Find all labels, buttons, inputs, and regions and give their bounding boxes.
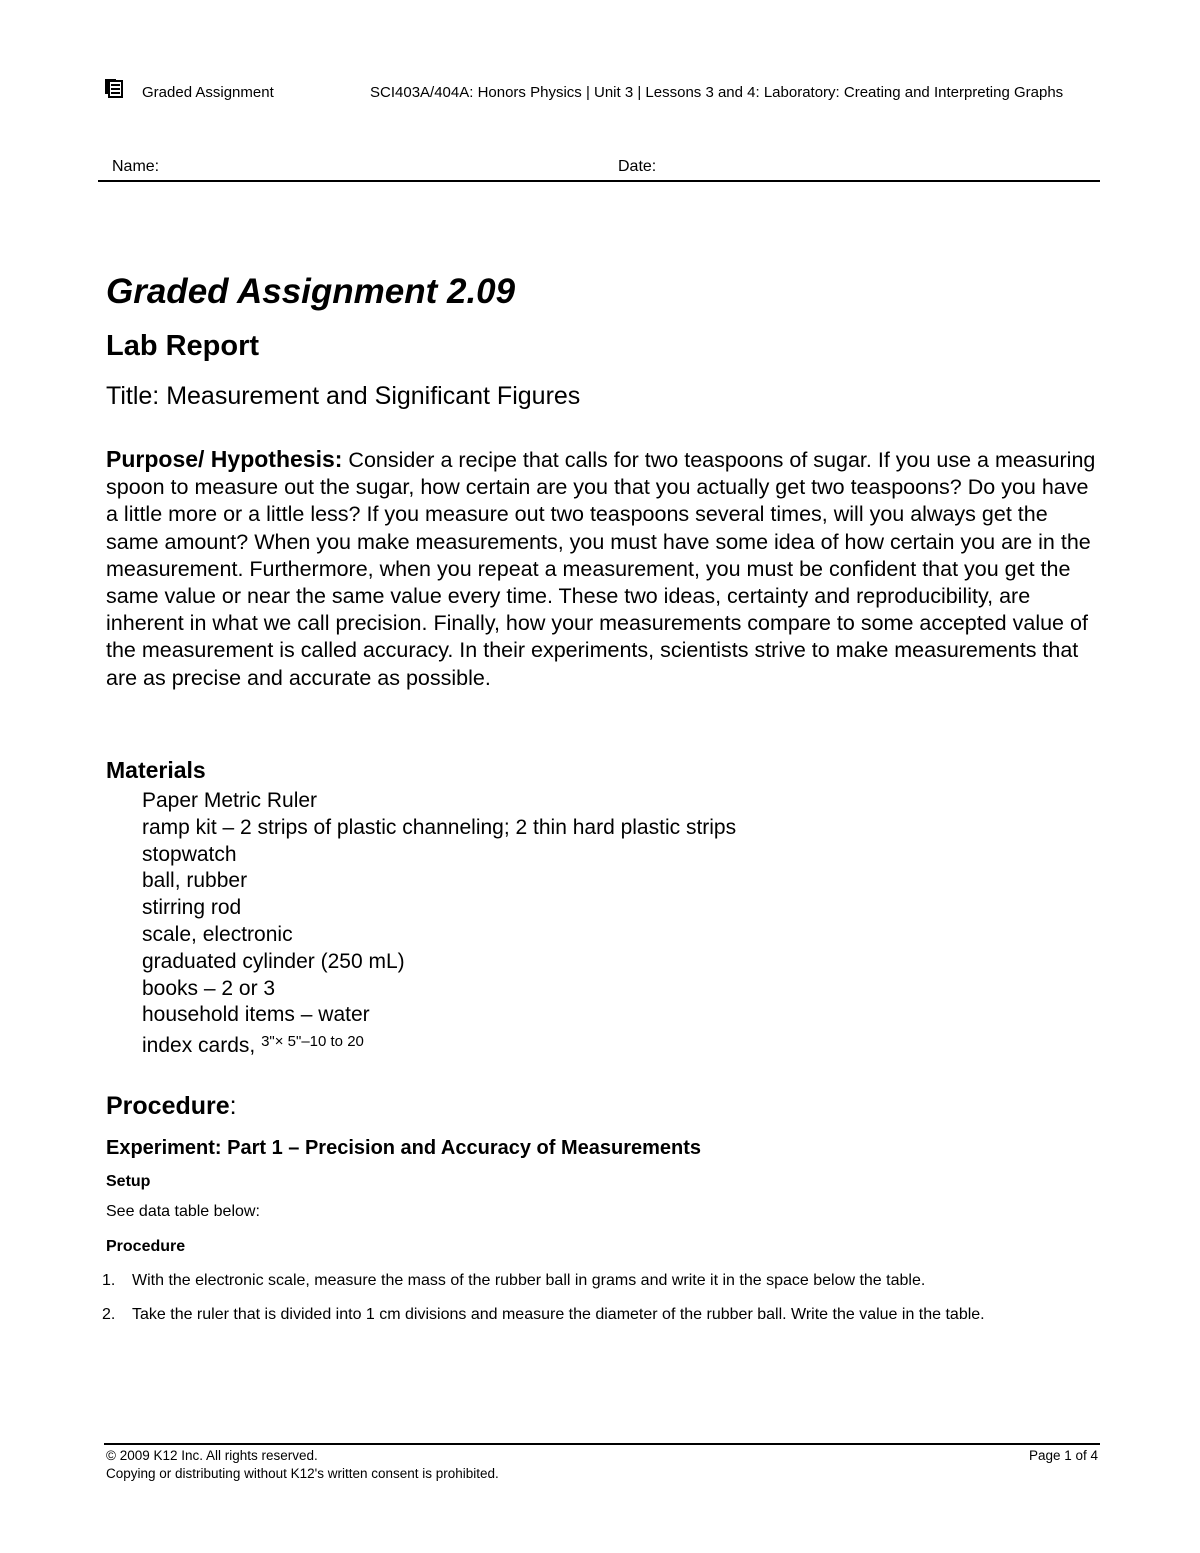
purpose-label: Purpose/ Hypothesis bbox=[106, 446, 335, 472]
name-date-row bbox=[98, 156, 1100, 182]
setup-text: See data table below: bbox=[106, 1203, 260, 1220]
list-item bbox=[102, 1264, 1098, 1298]
list-item bbox=[102, 1298, 1098, 1332]
copy-notice: Copying or distributing without K12's written consent is prohibited. bbox=[106, 1466, 499, 1481]
list-item: stopwatch bbox=[142, 842, 237, 866]
name-label: Name: bbox=[112, 158, 160, 175]
purpose-text: Consider a recipe that calls for two teaspoons of sugar. If you use a measuring spoon to measure out the sugar, how certain are you that you actually get two teaspoons? Do you have a little more or a little less? If you measure out two teaspoons several times, will you always get the same amount? When you make measurements, you must have some idea of how certain you are in the measurement. Furthermore, when you repeat a measurement, you must be confident that you get the same value or near the same value every time. These two ideas, certainty and reproducibility, are inherent in what we call precision. Finally, how your measurements compare to some accepted value of the measurement is called accuracy. In their experiments, scientists strive to make measurements that are as precise and accurate as possible. bbox=[106, 448, 1096, 690]
assignment-title: Graded Assignment 2.09 bbox=[106, 272, 516, 311]
header-course-info: SCI403A/404A: Honors Physics | Unit 3 | Lessons 3 and 4: Laboratory: Creating and Interpreting Graphs bbox=[370, 84, 1064, 101]
report-title: Title: Measurement and Significant Figures bbox=[106, 382, 581, 410]
list-item: household items – water bbox=[142, 1003, 370, 1027]
copyright-text: © 2009 K12 Inc. All rights reserved. bbox=[106, 1448, 318, 1463]
footer-divider bbox=[104, 1443, 1100, 1445]
document-icon bbox=[104, 76, 124, 98]
list-item: graduated cylinder (250 mL) bbox=[142, 949, 405, 973]
page-footer bbox=[106, 1447, 1098, 1483]
procedure-heading-colon: : bbox=[229, 1092, 237, 1120]
index-cards-text: index cards, bbox=[142, 1034, 262, 1058]
step-text: With the electronic scale, measure the mass of the rubber ball in grams and write it in the space below the table. bbox=[132, 1272, 926, 1289]
list-item: Paper Metric Ruler bbox=[142, 789, 318, 812]
list-item: ball, rubber bbox=[142, 869, 248, 893]
list-item: books – 2 or 3 bbox=[142, 976, 276, 1000]
procedure-steps bbox=[102, 1264, 1098, 1332]
experiment-heading: Experiment: Part 1 – Precision and Accuracy of Measurements bbox=[106, 1137, 702, 1159]
purpose-paragraph bbox=[106, 446, 1096, 692]
step-number: 1. bbox=[102, 1272, 116, 1289]
setup-heading: Setup bbox=[106, 1173, 151, 1190]
date-label: Date: bbox=[618, 158, 657, 175]
list-item-index-cards bbox=[142, 1029, 736, 1060]
list-item: ramp kit – 2 strips of plastic channeling; 2 thin hard plastic strips bbox=[142, 815, 737, 839]
step-number: 2. bbox=[102, 1306, 116, 1323]
step-text: Take the ruler that is divided into 1 cm divisions and measure the diameter of the rubber ball. Write the value in the table. bbox=[132, 1306, 985, 1323]
procedure-heading bbox=[106, 1092, 237, 1121]
index-cards-size: 3"× 5"–10 to 20 bbox=[261, 1033, 364, 1051]
materials-heading: Materials bbox=[106, 757, 206, 783]
list-item: stirring rod bbox=[142, 896, 242, 920]
lab-report-heading: Lab Report bbox=[106, 330, 260, 362]
page-header bbox=[104, 80, 1100, 104]
procedure-subheading: Procedure bbox=[106, 1238, 186, 1255]
purpose-colon: : bbox=[334, 446, 343, 472]
header-doc-type: Graded Assignment bbox=[142, 84, 274, 101]
materials-list bbox=[142, 788, 736, 1060]
page-number: Page 1 of 4 bbox=[1028, 1448, 1098, 1463]
list-item: scale, electronic bbox=[142, 922, 293, 946]
procedure-heading-text: Procedure bbox=[106, 1092, 230, 1120]
